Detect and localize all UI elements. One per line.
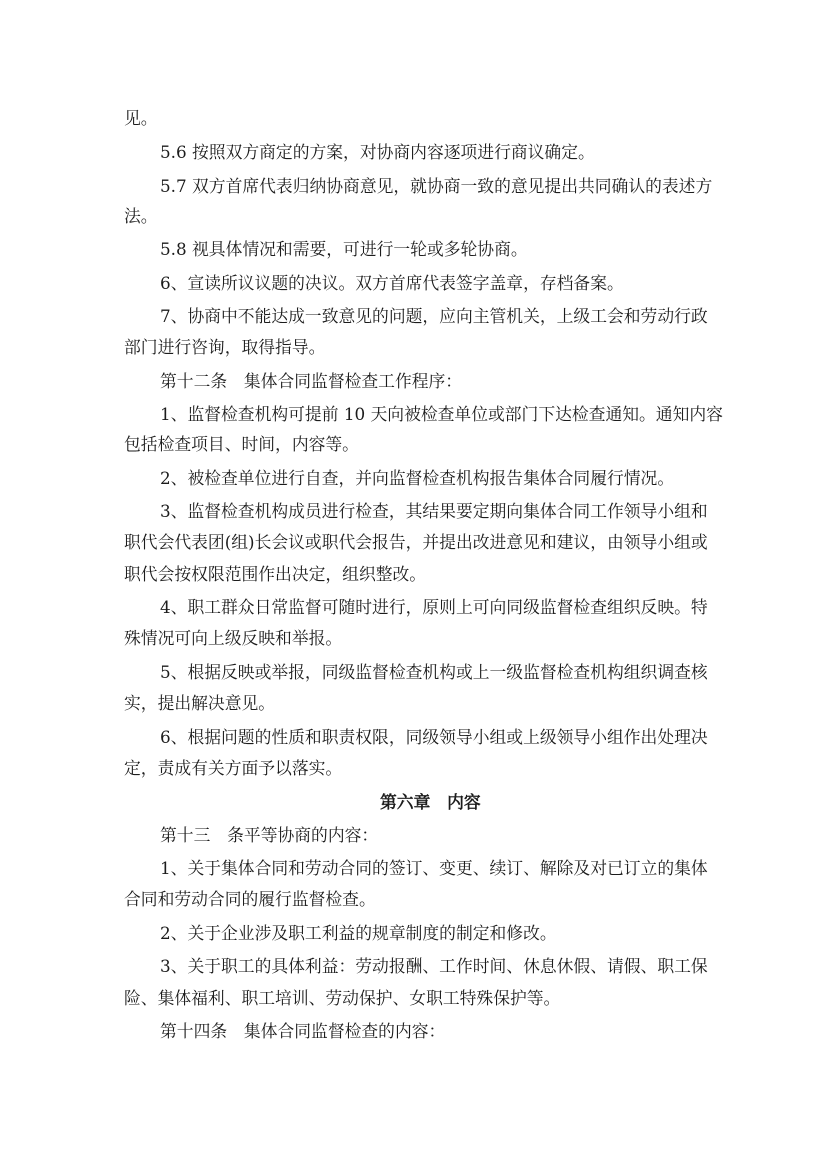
- paragraph-line: 实，提出解决意见。: [124, 693, 276, 713]
- paragraph-line: 6、根据问题的性质和职责权限，同级领导小组或上级领导小组作出处理决: [160, 727, 708, 747]
- paragraph-line: 包括检查项目、时间，内容等。: [124, 434, 359, 454]
- paragraph-line: 1、关于集体合同和劳动合同的签订、变更、续订、解除及对已订立的集体: [160, 858, 708, 878]
- paragraph-line: 第十四条 集体合同监督检查的内容：: [160, 1021, 446, 1041]
- paragraph-line: 7、协商中不能达成一致意见的问题，应向主管机关，上级工会和劳动行政: [160, 306, 708, 326]
- paragraph-line: 5.8 视具体情况和需要，可进行一轮或多轮协商。: [160, 239, 528, 259]
- paragraph-line: 4、职工群众日常监督可随时进行，原则上可向同级监督检查组织反映。特: [160, 597, 708, 617]
- paragraph-line: 职代会代表团(组)长会议或职代会报告，并提出改进意见和建议，由领导小组或: [124, 532, 708, 552]
- paragraph-line: 6、宣读所议议题的决议。双方首席代表签字盖章，存档备案。: [160, 273, 624, 293]
- paragraph-line: 合同和劳动合同的履行监督检查。: [124, 889, 376, 909]
- paragraph-line: 5、根据反映或举报，同级监督检查机构或上一级监督检查机构组织调查核: [160, 662, 708, 682]
- paragraph-line: 法。: [124, 206, 158, 226]
- chapter-heading: 第六章 内容: [380, 792, 481, 812]
- paragraph-line: 5.7 双方首席代表归纳协商意见，就协商一致的意见提出共同确认的表述方: [160, 176, 713, 196]
- paragraph-line: 见。: [124, 108, 158, 128]
- paragraph-line: 1、监督检查机构可提前 10 天向被检查单位或部门下达检查通知。通知内容: [160, 404, 723, 424]
- paragraph-line: 第十三 条平等协商的内容：: [160, 825, 379, 845]
- paragraph-line: 定，责成有关方面予以落实。: [124, 758, 343, 778]
- paragraph-line: 部门进行咨询，取得指导。: [124, 337, 326, 357]
- paragraph-line: 3、关于职工的具体利益：劳动报酬、工作时间、休息休假、请假、职工保: [160, 956, 708, 976]
- paragraph-line: 3、监督检查机构成员进行检查，其结果要定期向集体合同工作领导小组和: [160, 501, 708, 521]
- paragraph-line: 2、关于企业涉及职工利益的规章制度的制定和修改。: [160, 923, 557, 943]
- paragraph-line: 职代会按权限范围作出决定，组织整改。: [124, 564, 427, 584]
- paragraph-line: 殊情况可向上级反映和举报。: [124, 628, 343, 648]
- paragraph-line: 第十二条 集体合同监督检查工作程序：: [160, 371, 463, 391]
- paragraph-line: 2、被检查单位进行自查，并向监督检查机构报告集体合同履行情况。: [160, 468, 675, 488]
- paragraph-line: 5.6 按照双方商定的方案，对协商内容逐项进行商议确定。: [160, 142, 595, 162]
- paragraph-line: 险、集体福利、职工培训、劳动保护、女职工特殊保护等。: [124, 988, 561, 1008]
